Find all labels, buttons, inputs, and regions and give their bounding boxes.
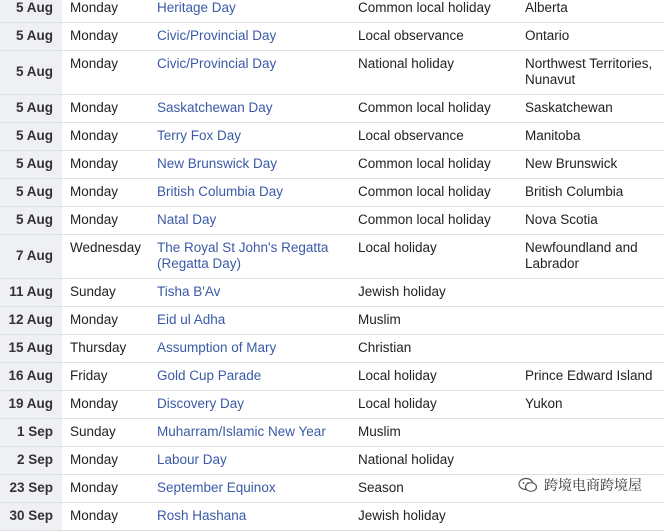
holiday-link[interactable]: Gold Cup Parade [157,368,261,383]
weekday-cell: Monday [62,447,149,475]
holiday-name-cell [149,179,350,207]
weekday-cell: Monday [62,123,149,151]
date-cell: 5 Aug [0,179,62,207]
date-cell: 5 Aug [0,151,62,179]
date-cell: 5 Aug [0,207,62,235]
date-cell: 2 Sep [0,447,62,475]
holiday-name-cell [149,0,350,23]
holiday-link[interactable]: Heritage Day [157,0,236,15]
holiday-link[interactable]: September Equinox [157,480,276,495]
holiday-name-cell [149,51,350,95]
table-row [0,335,664,363]
region-cell: Alberta [517,0,664,23]
holiday-name-cell [149,123,350,151]
watermark [518,475,642,495]
region-cell [517,419,664,447]
date-cell: 5 Aug [0,95,62,123]
holiday-type-cell: Common local holiday [350,151,517,179]
holiday-type-cell: Muslim [350,419,517,447]
region-cell [517,447,664,475]
weekday-cell: Monday [62,95,149,123]
holiday-name-cell [149,23,350,51]
holiday-link[interactable]: Eid ul Adha [157,312,225,327]
table-row [0,23,664,51]
weekday-cell: Monday [62,51,149,95]
date-cell: 11 Aug [0,279,62,307]
holiday-link[interactable]: Tisha B'Av [157,284,220,299]
holiday-type-cell: National holiday [350,51,517,95]
region-cell: New Brunswick [517,151,664,179]
holiday-name-cell [149,419,350,447]
weekday-cell: Sunday [62,279,149,307]
weekday-cell: Sunday [62,419,149,447]
holiday-name-cell [149,151,350,179]
holiday-link[interactable]: Civic/Provincial Day [157,28,276,43]
region-cell [517,307,664,335]
holiday-name-cell [149,335,350,363]
holiday-name-cell [149,391,350,419]
date-cell: 15 Aug [0,335,62,363]
holiday-name-cell [149,363,350,391]
weekday-cell: Monday [62,151,149,179]
region-cell: British Columbia [517,179,664,207]
date-cell: 12 Aug [0,307,62,335]
holiday-name-cell [149,307,350,335]
holiday-type-cell: Local holiday [350,391,517,419]
table-row [0,0,664,23]
region-cell [517,335,664,363]
holiday-type-cell: Season [350,475,517,503]
holiday-type-cell: Local observance [350,23,517,51]
holiday-type-cell: Jewish holiday [350,279,517,307]
date-cell: 5 Aug [0,123,62,151]
holiday-type-cell: National holiday [350,447,517,475]
table-row [0,95,664,123]
holiday-type-cell: Jewish holiday [350,503,517,531]
weekday-cell: Wednesday [62,235,149,279]
holiday-type-cell: Common local holiday [350,179,517,207]
table-row [0,151,664,179]
holiday-link[interactable]: Rosh Hashana [157,508,246,523]
holiday-link[interactable]: Labour Day [157,452,227,467]
holiday-type-cell: Common local holiday [350,95,517,123]
region-cell: Manitoba [517,123,664,151]
holiday-type-cell: Local holiday [350,363,517,391]
table-row [0,123,664,151]
table-row [0,447,664,475]
weekday-cell: Monday [62,0,149,23]
region-cell: Northwest Territories, Nunavut [517,51,664,95]
region-cell [517,279,664,307]
weekday-cell: Monday [62,179,149,207]
table-row [0,51,664,95]
region-cell: Prince Edward Island [517,363,664,391]
holiday-type-cell: Local holiday [350,235,517,279]
holiday-link[interactable]: Terry Fox Day [157,128,241,143]
holiday-name-cell [149,475,350,503]
table-row [0,207,664,235]
weekday-cell: Monday [62,391,149,419]
holiday-link[interactable]: Assumption of Mary [157,340,276,355]
table-row [0,363,664,391]
holiday-type-cell: Common local holiday [350,207,517,235]
table-row [0,419,664,447]
holiday-link[interactable]: New Brunswick Day [157,156,277,171]
date-cell: 16 Aug [0,363,62,391]
holiday-type-cell: Common local holiday [350,0,517,23]
region-cell: Ontario [517,23,664,51]
table-row [0,179,664,207]
holiday-type-cell: Muslim [350,307,517,335]
date-cell: 19 Aug [0,391,62,419]
table-row [0,279,664,307]
watermark-text: 跨境电商跨境屋 [544,475,642,495]
weekday-cell: Monday [62,503,149,531]
holiday-type-cell: Local observance [350,123,517,151]
holiday-link[interactable]: Discovery Day [157,396,244,411]
region-cell: Yukon [517,391,664,419]
holiday-type-cell: Christian [350,335,517,363]
date-cell: 23 Sep [0,475,62,503]
weekday-cell: Thursday [62,335,149,363]
weekday-cell: Friday [62,363,149,391]
holiday-name-cell [149,235,350,279]
date-cell: 5 Aug [0,23,62,51]
date-cell: 7 Aug [0,235,62,279]
date-cell: 1 Sep [0,419,62,447]
weekday-cell: Monday [62,307,149,335]
holiday-name-cell [149,279,350,307]
weekday-cell: Monday [62,207,149,235]
table-row [0,235,664,279]
region-cell: Saskatchewan [517,95,664,123]
date-cell: 5 Aug [0,51,62,95]
holiday-link[interactable]: British Columbia Day [157,184,283,199]
holiday-name-cell [149,207,350,235]
holiday-link[interactable]: Natal Day [157,212,216,227]
table-row [0,391,664,419]
date-cell: 30 Sep [0,503,62,531]
date-cell: 5 Aug [0,0,62,23]
table-row [0,307,664,335]
weekday-cell: Monday [62,23,149,51]
holiday-link[interactable]: Civic/Provincial Day [157,56,276,71]
weekday-cell: Monday [62,475,149,503]
holiday-link[interactable]: The Royal St John's Regatta (Regatta Day) [157,240,328,271]
holiday-link[interactable]: Muharram/Islamic New Year [157,424,326,439]
region-cell: Newfoundland and Labrador [517,235,664,279]
holiday-link[interactable]: Saskatchewan Day [157,100,273,115]
holiday-name-cell [149,447,350,475]
region-cell: Nova Scotia [517,207,664,235]
holiday-name-cell [149,95,350,123]
wechat-icon [518,475,538,495]
